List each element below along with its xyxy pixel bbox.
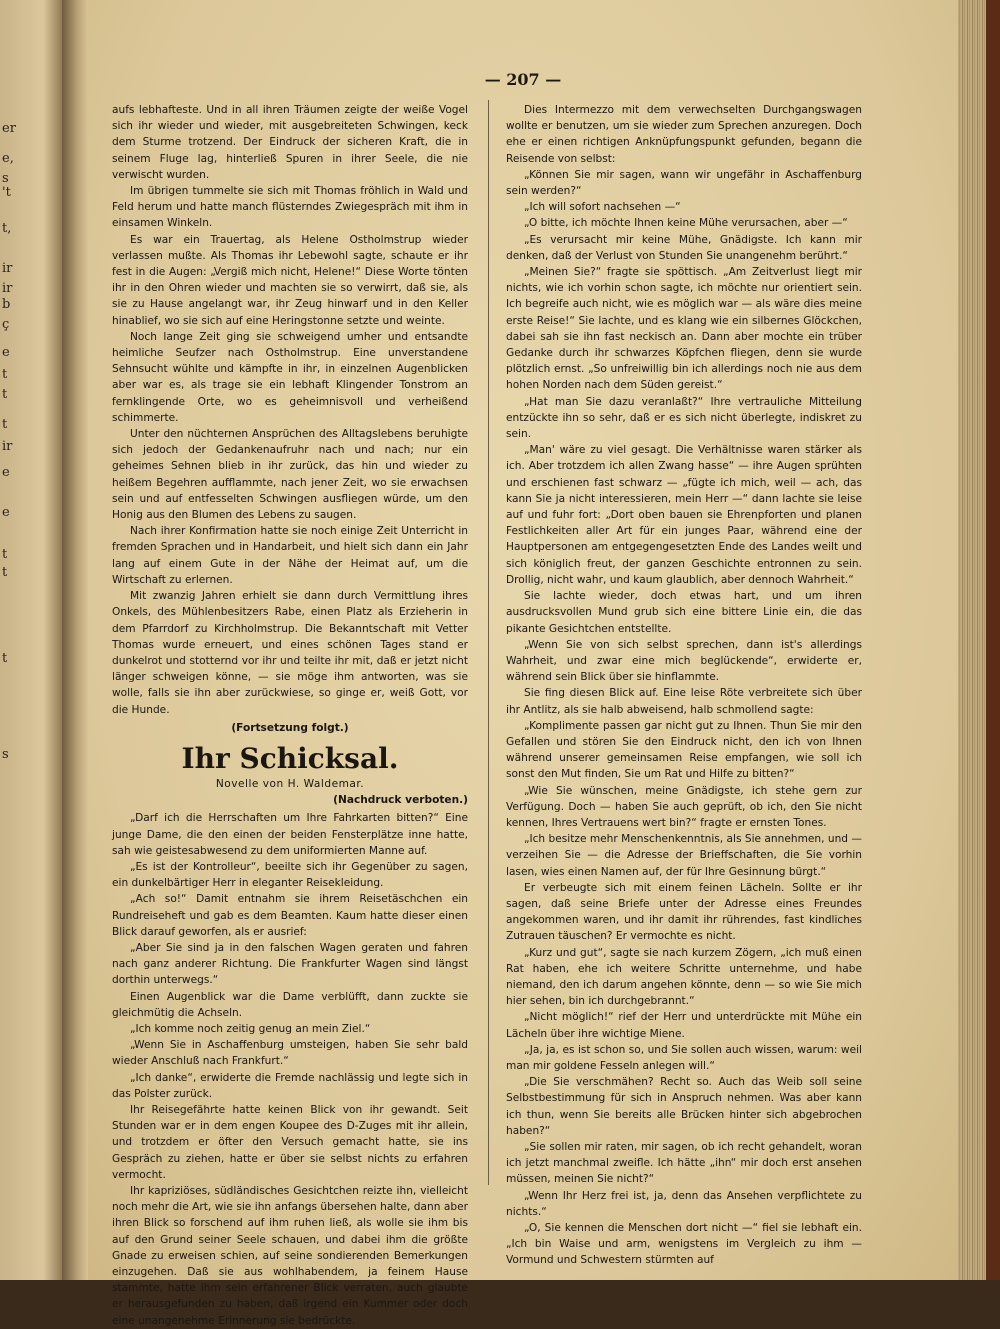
- paragraph: aufs lebhafteste. Und in all ihren Träumen zeigte der weiße Vogel sich ihr wieder und wieder, mit ausgebreiteten Schwingen, keck dem Sturme trotzend. Der Eindruck der sicheren Kraft, die in seinem Fluge lag, hinterließ Spuren in ihrer Seele, die nie verwischt wurden.: [112, 104, 468, 181]
- paragraph: Unter den nüchternen Ansprüchen des Alltagslebens beruhigte sich jedoch der Gedankenaufruhr nach und nach; nur ein geheimes Sehnen blieb in ihr zurück, das hin und wieder zu heißem Begehren aufflammte, nach jener Zeit, wo sie erwachsen sein und auf entfesselten Schwingen ausfliegen würde, um den Honig aus den Blumen des Lebens zu saugen.: [112, 428, 468, 522]
- left-page-edge: [0, 0, 62, 1280]
- story-author: Novelle von H. Waldemar.: [215, 777, 365, 790]
- paragraph: Ihr Reisegefährte hatte keinen Blick von ihr gewandt. Seit Stunden war er in dem engen Koupee des D-Zuges mit ihr allein, und trotzdem er öfter den Versuch gemacht hatte, sie ins Gespräch zu ziehen, hatte er über sie selbst nichts zu erfahren vermocht.: [112, 1103, 468, 1181]
- paragraph: Ihr kapriziöses, südländisches Gesichtchen reizte ihn, vielleicht noch mehr die Art, wie sie ihn anfangs übersehen halte, dann aber ihren Blick so forschend auf ihm ruhen ließ, als wolle sie ihm bis auf den Grund seiner Seele schauen, und dabei ihm die größte Gnade zu erweisen schien, auf seine sondierenden Bemerkungen einzugehen. Daß sie aus wohlhabendem, ja feinem Hause stammte, hatte ihm sein erfahrener Blick verraten, auch glaubte er herausgefunden zu haben, daß irgend ein Kummer oder doch eine unangenehme Erinnerung sie bedrückte.: [112, 1185, 468, 1327]
- paragraph: „Aber Sie sind ja in den falschen Wagen geraten und fahren nach ganz anderer Richtung. Die Frankfurter Wagen sind längst dorthin unterwegs.“: [112, 941, 468, 987]
- continuation-note: (Fortsetzung folgt.): [231, 721, 349, 734]
- paragraph: „Ja, ja, es ist schon so, und Sie sollen auch wissen, warum: weil man mir goldene Fesseln anlegen will.“: [506, 1043, 862, 1072]
- page-number: — 207 —: [484, 70, 562, 89]
- paragraph: „Kurz und gut“, sagte sie nach kurzem Zögern, „ich muß einen Rat haben, ehe ich weitere Schritte unternehme, und habe niemand, den ich darum angehen könnte, denn — so wie Sie mich hier sehen, bin ich durchgebrannt.“: [506, 946, 862, 1008]
- left-page-fragment: s: [2, 747, 9, 762]
- left-page-fragment: s: [2, 171, 9, 186]
- paragraph: „O bitte, ich möchte Ihnen keine Mühe verursachen, aber —“: [524, 217, 848, 230]
- story-title: Ihr Schicksal.: [181, 741, 399, 775]
- paragraph: „O, Sie kennen die Menschen dort nicht —“ fiel sie lebhaft ein. „Ich bin Waise und arm, wenigstens im Vergleich zu ihm — Vormund und Schwestern stürmten auf: [506, 1222, 862, 1267]
- left-page-fragment: ç: [2, 317, 10, 332]
- left-page-fragment: t: [2, 547, 8, 562]
- paragraph: „Es ist der Kontrolleur“, beeilte sich ihr Gegenüber zu sagen, ein dunkelbärtiger Herr in eleganter Reisekleidung.: [112, 860, 468, 890]
- paragraph: „Man' wäre zu viel gesagt. Die Verhältnisse waren stärker als ich. Aber trotzdem ich allen Zwang hasse“ — ihre Augen sprühten und erschienen fast schwarz — „fügte ich mich, weil — ach, das kann Sie ja nicht interessieren, mein Herr —“ dann lachte sie leise auf und fuhr fort: „Dort oben bauen sie Ehrenpforten und planen Festlichkeiten aller Art für ein junges Paar, während eine der Hauptpersonen am entgegengesetzten Ende des Landes weilt und sich königlich freut, der ganzen Geschichte entronnen zu sein. Drollig, nicht wahr, und kaum glaublich, aber dennoch Wahrheit.“: [506, 444, 862, 586]
- paragraph: Dies Intermezzo mit dem verwechselten Durchgangswagen wollte er benutzen, um sie wieder zum Sprechen anzuregen. Doch ehe er einen richtigen Anknüpfungspunkt gefunden, begann die Reisende von selbst:: [506, 104, 862, 165]
- paragraph: „Hat man Sie dazu veranlaßt?“ Ihre vertrauliche Mitteilung entzückte ihn so sehr, daß er es sich nicht überlegte, indiskret zu sein.: [506, 395, 862, 441]
- paragraph: Es war ein Trauertag, als Helene Ostholmstrup wieder verlassen mußte. Als Thomas ihr Lebewohl sagte, schaute er ihr fest in die Augen: „Vergiß mich nicht, Helene!“ Diese Worte tönten ihr in den Ohren wieder und machten sie so verwirrt, daß sie, als sie zu Hause angelangt war, ihr Zeug hinwarf und in den Keller hinablief, wo sie sich auf eine Heringstonne setzte und weinte.: [112, 233, 468, 327]
- paragraph: „Sie sollen mir raten, mir sagen, ob ich recht gehandelt, woran ich jetzt manchmal zweifle. Ich hätte „ihn“ mir doch erst ansehen müssen, meinen Sie nicht?“: [506, 1141, 862, 1186]
- paragraph: „Ich komme noch zeitig genug an mein Ziel.“: [130, 1022, 371, 1035]
- left-page-fragment: er: [2, 121, 16, 136]
- paragraph: „Ich will sofort nachsehen —“: [524, 201, 681, 214]
- column-divider: [488, 100, 489, 1185]
- paragraph: Noch lange Zeit ging sie schweigend umher und entsandte heimliche Seufzer nach Ostholmstrup. Eine unverstandene Sehnsucht wühlte und kämpfte in ihr, in einzelnen Augenblicken aber war es, als trage sie ein lebhaft Klingender Tonstrom an fernklingende Orte, wo es geheimnisvoll und verheißend schimmerte.: [112, 330, 468, 424]
- paragraph: „Ich danke“, erwiderte die Fremde nachlässig und legte sich in das Polster zurück.: [112, 1071, 468, 1100]
- left-page-fragment: t: [2, 367, 8, 382]
- left-page-fragment: t: [2, 387, 8, 402]
- left-page-fragment: t: [2, 565, 8, 580]
- paragraph: Mit zwanzig Jahren erhielt sie dann durch Vermittlung ihres Onkels, des Mühlenbesitzers Rabe, einen Platz als Erzieherin in dem Pfarrdorf zu Kirchholmstrup. Die Bekanntschaft mit Vetter Thomas wurde erneuert, und eines schönen Tages stand er dunkelrot und stotternd vor ihr und teilte ihr mit, daß er jetzt nicht länger schweigen könne, — sie möge ihm antworten, was sie wolle, falls sie ihn aber zurückwiese, so ginge er, weiß Gott, vor die Hunde.: [112, 590, 468, 716]
- paragraph: Sie fing diesen Blick auf. Eine leise Röte verbreitete sich über ihr Antlitz, als sie halb abweisend, halb schmollend sagte:: [506, 687, 862, 716]
- left-page-fragment: e: [2, 345, 10, 360]
- paragraph: „Es verursacht mir keine Mühe, Gnädigste. Ich kann mir denken, daß der Verlust von Stunden Sie unangenehm berührt.“: [506, 233, 862, 262]
- left-page-fragment: e,: [2, 151, 14, 166]
- left-page-fragment: e: [2, 465, 10, 480]
- left-page-fragment: ir: [2, 261, 13, 276]
- reprint-notice: (Nachdruck verboten.): [333, 794, 468, 807]
- left-page-fragment: ir: [2, 281, 13, 296]
- left-page-fragment: ir: [2, 439, 13, 454]
- paragraph: „Wenn Sie in Aschaffenburg umsteigen, haben Sie sehr bald wieder Anschluß nach Frankfurt.“: [112, 1039, 468, 1068]
- paragraph: Er verbeugte sich mit einem feinen Lächeln. Sollte er ihr sagen, daß seine Briefe unter der Adresse eines Freundes angekommen waren, und ihr damit ihr rührendes, fast kindliches Zutrauen täuschen? Er vermochte es nicht.: [506, 881, 862, 943]
- left-column: [112, 102, 468, 1329]
- paragraph: „Ach so!“ Damit entnahm sie ihrem Reisetäschchen ein Rundreiseheft und gab es dem Beamten. Kaum hatte dieser einen Blick darauf geworfen, als er ausrief:: [112, 893, 468, 938]
- paragraph: „Die Sie verschmähen? Recht so. Auch das Weib soll seine Selbstbestimmung für sich in Anspruch nehmen. Was aber kann ich thun, wenn Sie bereits alle Brücken hinter sich abgebrochen haben?“: [506, 1076, 862, 1137]
- left-page-fragment: t,: [2, 221, 12, 236]
- paragraph: „Wenn Ihr Herz frei ist, ja, denn das Ansehen verpflichtete zu nichts.“: [506, 1189, 862, 1218]
- right-column: [506, 102, 862, 1269]
- left-page-fragment: 't: [2, 185, 11, 200]
- left-page-fragment: t: [2, 417, 8, 432]
- left-page-fragment: e: [2, 505, 10, 520]
- book-gutter: [62, 0, 88, 1280]
- paragraph: „Nicht möglich!“ rief der Herr und unterdrückte mit Mühe ein Lächeln über ihre wichtige Miene.: [506, 1011, 862, 1040]
- paragraph: „Darf ich die Herrschaften um Ihre Fahrkarten bitten?“ Eine junge Dame, die den einen der beiden Fensterplätze inne hatte, sah wie geistesabwesend zu dem uniformierten Manne auf.: [112, 812, 468, 857]
- paragraph: „Können Sie mir sagen, wann wir ungefähr in Aschaffenburg sein werden?“: [506, 168, 862, 198]
- paragraph: Einen Augenblick war die Dame verblüfft, dann zuckte sie gleichmütig die Achseln.: [112, 990, 468, 1019]
- book-page-edges: [958, 0, 1000, 1280]
- left-page-fragment: b: [2, 297, 11, 312]
- paragraph: Sie lachte wieder, doch etwas hart, und um ihren ausdrucksvollen Mund grub sich eine bittere Linie ein, die das pikante Gesichtchen entstellte.: [506, 590, 862, 635]
- paragraph: „Ich besitze mehr Menschenkenntnis, als Sie annehmen, und — verzeihen Sie — die Adresse der Brieffschaften, die Sie vorhin lasen, wies einen Namen auf, der für Ihre Gesinnung bürgt.“: [506, 833, 862, 878]
- paragraph: Nach ihrer Konfirmation hatte sie noch einige Zeit Unterricht in fremden Sprachen und in Handarbeit, und hielt sich dann ein Jahr lang auf einem Gute in der Nähe der Heimat auf, um die Wirtschaft zu erlernen.: [112, 525, 468, 586]
- paragraph: „Wie Sie wünschen, meine Gnädigste, ich stehe gern zur Verfügung. Doch — haben Sie auch geprüft, ob ich, den Sie nicht kennen, Ihres Vertrauens wert bin?“ fragte er ernsten Tones.: [506, 784, 862, 829]
- paragraph: „Meinen Sie?“ fragte sie spöttisch. „Am Zeitverlust liegt mir nichts, wie ich vorhin schon sagte, ich möchte nur orientiert sein. Ich begreife auch nicht, wie es möglich war — als wäre dies meine erste Reise!“ Sie lachte, und es klang wie ein silbernes Glöckchen, dabei sah sie ihn fast neckisch an. Dann aber mochte ein trüber Gedanke durch ihr schwarzes Köpfchen fliegen, denn sie wurde plötzlich ernst. „So unfreiwillig bin ich allerdings noch nie aus dem hohen Norden nach dem Süden gereist.“: [506, 266, 862, 392]
- left-page-fragment: t: [2, 651, 8, 666]
- newspaper-page: [88, 0, 958, 1327]
- paragraph: „Wenn Sie von sich selbst sprechen, dann ist's allerdings Wahrheit, und zwar eine mich beglückende“, erwiderte er, während sein Blick über sie hinflammte.: [506, 638, 862, 684]
- paragraph: „Komplimente passen gar nicht gut zu Ihnen. Thun Sie mir den Gefallen und stören Sie den Eindruck nicht, den ich von Ihnen während unserer gemeinsamen Reise empfangen, wie soll ich sonst den Mut finden, Sie um Rat und Hilfe zu bitten?“: [506, 719, 862, 781]
- paragraph: Im übrigen tummelte sie sich mit Thomas fröhlich in Wald und Feld herum und hatte manch flüsterndes Zwiegespräch mit ihm in einsamen Winkeln.: [112, 185, 468, 230]
